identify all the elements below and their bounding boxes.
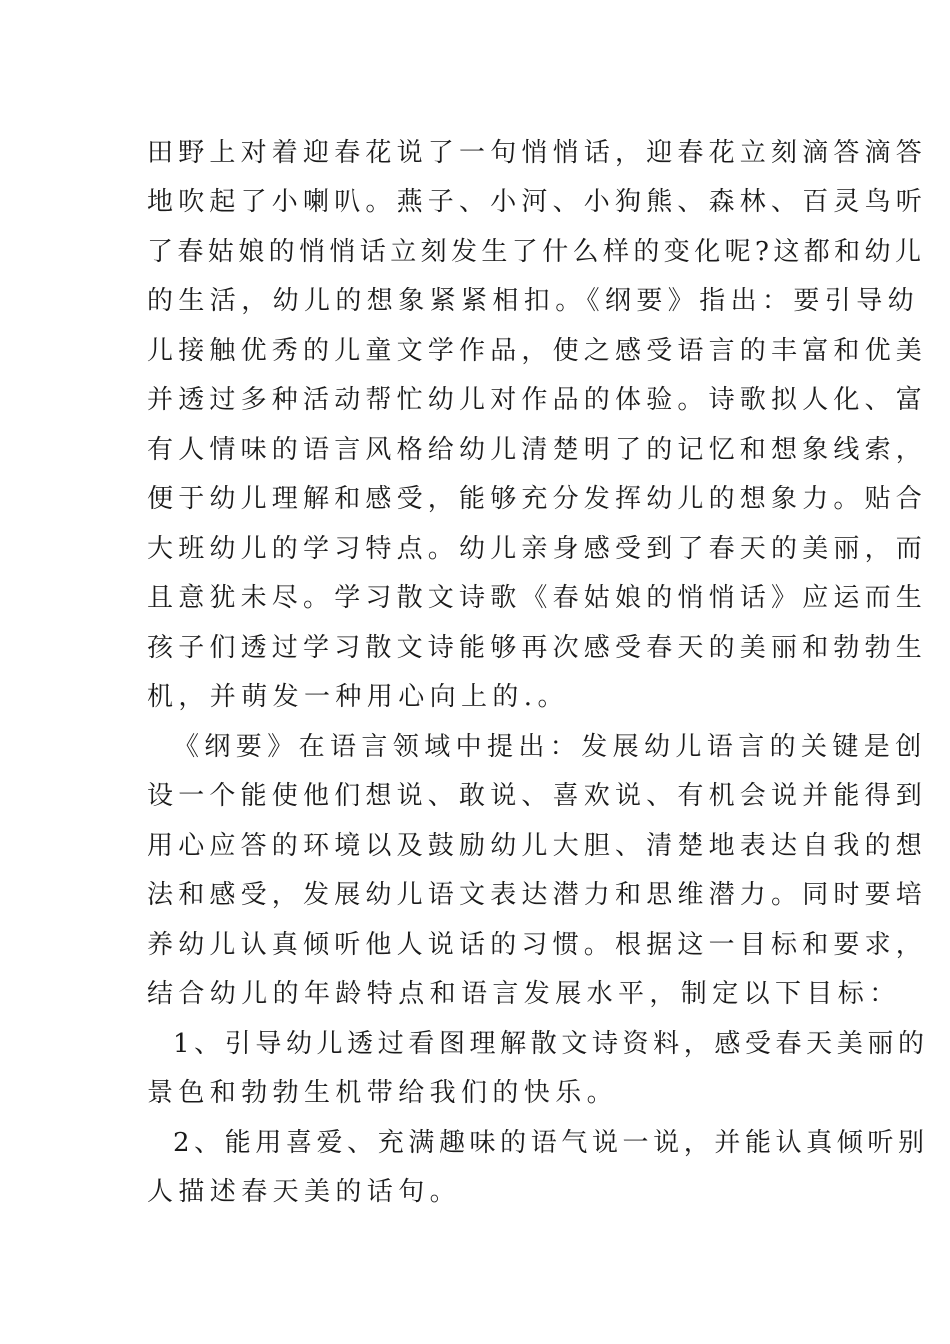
paragraph-1-line-9: 大班幼儿的学习特点。幼儿亲身感受到了春天的美丽，而 — [147, 534, 928, 564]
paragraph-2-line-5: 养幼儿认真倾听他人说话的习惯。根据这一目标和要求， — [147, 930, 928, 960]
paragraph-1-line-10: 且意犹未尽。学习散文诗歌《春姑娘的悄悄话》应运而生 — [147, 583, 928, 613]
goal-2-line-2: 人描述春天美的话句。 — [147, 1177, 462, 1207]
paragraph-2-line-1: 《纲要》在语言领域中提出：发展幼儿语言的关键是创 — [173, 732, 927, 762]
paragraph-1-line-7: 有人情味的语言风格给幼儿清楚明了的记忆和想象线索， — [147, 435, 928, 465]
paragraph-2-line-3: 用心应答的环境以及鼓励幼儿大胆、清楚地表达自我的想 — [147, 831, 928, 861]
paragraph-2-line-2: 设一个能使他们想说、敢说、喜欢说、有机会说并能得到 — [147, 781, 928, 811]
paragraph-2-line-6: 结合幼儿的年龄特点和语言发展水平，制定以下目标： — [147, 979, 901, 1009]
paragraph-1-line-3: 了春姑娘的悄悄话立刻发生了什么样的变化呢?这都和幼儿 — [147, 237, 926, 267]
paragraph-1-line-5: 儿接触优秀的儿童文学作品，使之感受语言的丰富和优美 — [147, 336, 928, 366]
paragraph-2-line-4: 法和感受，发展幼儿语文表达潜力和思维潜力。同时要培 — [147, 880, 928, 910]
paragraph-1-line-11: 孩子们透过学习散文诗能够再次感受春天的美丽和勃勃生 — [147, 633, 928, 663]
goal-2-line-1: 2、能用喜爱、充满趣味的语气说一说，并能认真倾听别 — [173, 1128, 929, 1158]
paragraph-1-line-4: 的生活，幼儿的想象紧紧相扣。《纲要》指出：要引导幼 — [147, 286, 920, 316]
paragraph-1-line-1: 田野上对着迎春花说了一句悄悄话，迎春花立刻滴答滴答 — [147, 138, 928, 168]
goal-1-line-1: 1、引导幼儿透过看图理解散文诗资料，感受春天美丽的 — [173, 1029, 929, 1059]
paragraph-1-line-6: 并透过多种活动帮忙幼儿对作品的体验。诗歌拟人化、富 — [147, 385, 928, 415]
goal-1-line-2: 景色和勃勃生机带给我们的快乐。 — [147, 1078, 619, 1108]
paragraph-1-line-8: 便于幼儿理解和感受，能够充分发挥幼儿的想象力。贴合 — [147, 484, 928, 514]
paragraph-1-line-12: 机，并萌发一种用心向上的.。 — [147, 682, 569, 712]
paragraph-1-line-2: 地吹起了小喇叭。燕子、小河、小狗熊、森林、百灵鸟听 — [147, 187, 928, 217]
